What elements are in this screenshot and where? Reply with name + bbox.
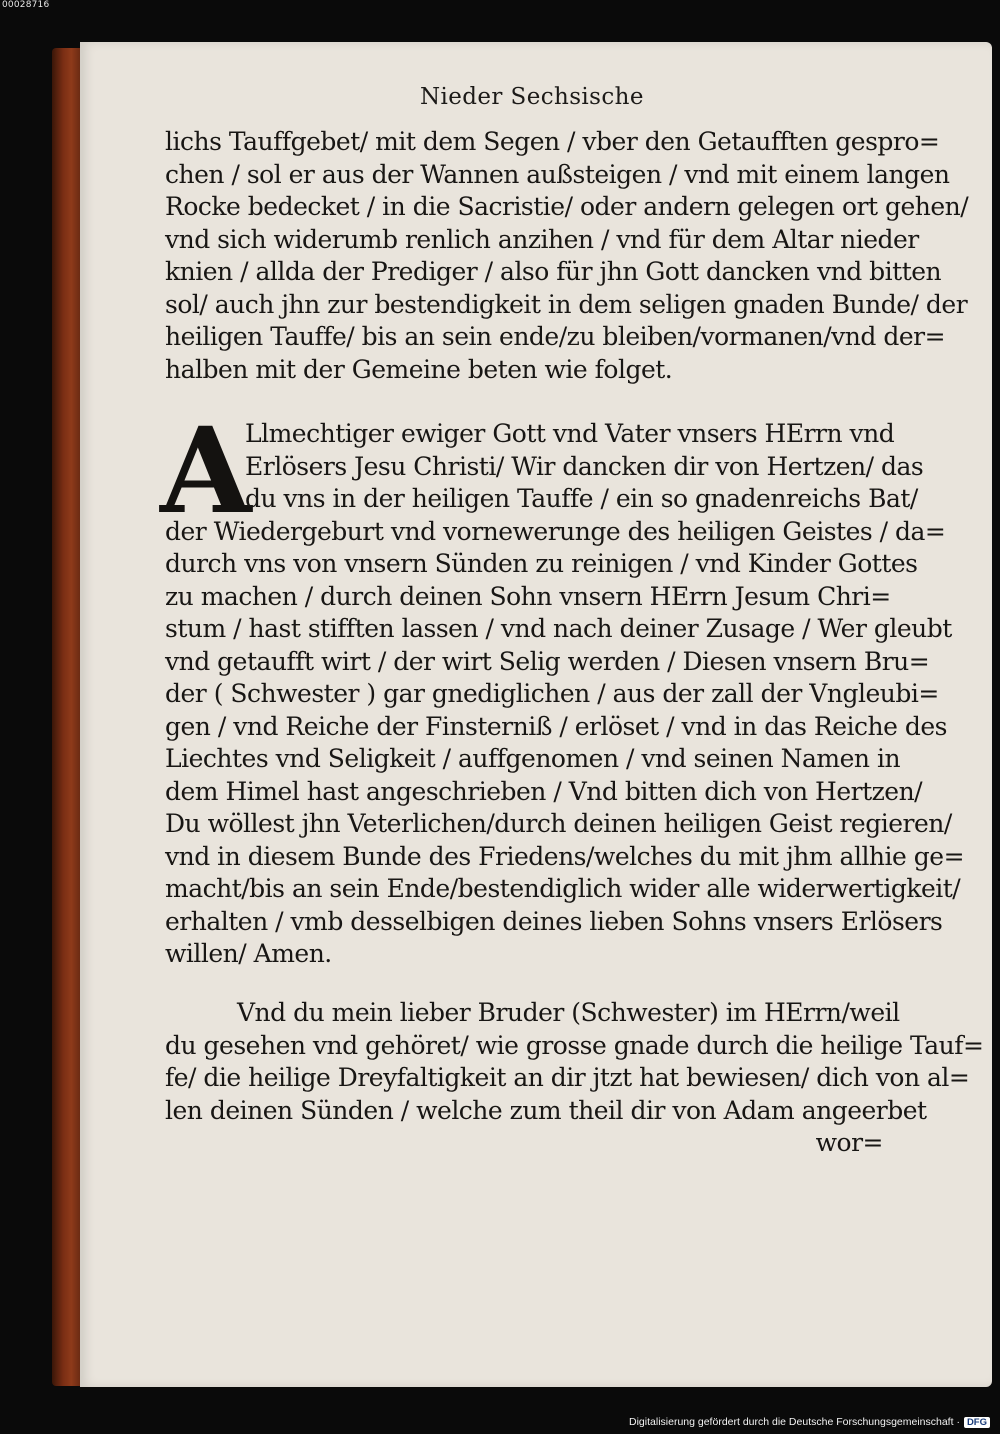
text-line: vnd getaufft wirt / der wirt Selig werden / Diesen vnsern Bru= [165, 646, 930, 676]
text-line: Liechtes vnd Seligkeit / auffgenomen / vnd seinen Namen in [165, 744, 901, 773]
text-line: du gesehen vnd gehöret/ wie grosse gnade durch die heilige Tauf= [165, 1030, 984, 1060]
decorated-initial: A [160, 401, 252, 540]
text-line: du vns in der heiligen Tauffe / ein so gnadenreichs Bat/ [245, 484, 918, 513]
text-line: Rocke bedecket / in die Sacristie/ oder andern gelegen ort gehen/ [165, 192, 969, 221]
text-line: der ( Schwester ) gar gnediglichen / aus der zall der Vngleubi= [165, 679, 939, 708]
text-line: knien / allda der Prediger / also für jhn Gott dancken vnd bitten [165, 257, 942, 286]
catchword: wor= [815, 1128, 883, 1157]
text-line: sol/ auch jhn zur bestendigkeit in dem seligen gnaden Bunde/ der [165, 289, 968, 319]
text-line: vnd sich widerumb renlich anzihen / vnd für dem Altar nieder [165, 224, 919, 254]
text-line: Du wöllest jhn Veterlichen/durch deinen heiligen Geist regieren/ [165, 809, 952, 838]
paragraph-rubric [165, 126, 969, 386]
text-line: erhalten / vmb desselbigen deines lieben Sohns vnsers Erlösers [165, 906, 943, 936]
text-line: Erlösers Jesu Christi/ Wir dancken dir von Hertzen/ das [245, 451, 924, 481]
text-line: vnd in diesem Bunde des Friedens/welches du mit jhm allhie ge= [165, 841, 965, 871]
text-line: halben mit der Gemeine beten wie folget. [165, 354, 673, 384]
paragraph-prayer [165, 418, 965, 971]
scan-id-label: 00028716 [2, 0, 50, 10]
running-header: Nieder Sechsische [420, 84, 644, 110]
text-line: fe/ die heilige Dreyfaltigkeit an dir jtzt hat bewiesen/ dich von al= [165, 1063, 970, 1092]
text-line: der Wiedergeburt vnd vornewerunge des heiligen Geistes / da= [165, 516, 946, 546]
text-line: len deinen Sünden / welche zum theil dir von Adam angeerbet [165, 1095, 927, 1125]
paragraph-address [165, 997, 984, 1160]
funding-credit [629, 1416, 990, 1428]
text-line: gen / vnd Reiche der Finsterniß / erlöset / vnd in das Reiche des [165, 711, 947, 741]
text-line: willen/ Amen. [165, 939, 332, 968]
text-line: stum / hast stifften lassen / vnd nach deiner Zusage / Wer gleubt [165, 614, 952, 643]
text-line: lichs Tauffgebet/ mit dem Segen / vber den Getaufften gespro= [165, 127, 940, 156]
text-line: heiligen Tauffe/ bis an sein ende/zu bleiben/vormanen/vnd der= [165, 322, 946, 351]
text-line: chen / sol er aus der Wannen außsteigen / vnd mit einem langen [165, 159, 950, 189]
text-line: durch vns von vnsern Sünden zu reinigen / vnd Kinder Gottes [165, 549, 918, 578]
text-line: Vnd du mein lieber Bruder (Schwester) im HErrn/weil [237, 998, 900, 1027]
funding-text: Digitalisierung gefördert durch die Deutsche Forschungsgemeinschaft · [629, 1416, 960, 1428]
text-line: dem Himel hast angeschrieben / Vnd bitten dich von Hertzen/ [165, 776, 923, 806]
dfg-logo: DFG [964, 1417, 990, 1428]
text-line: Llmechtiger ewiger Gott vnd Vater vnsers HErrn vnd [245, 419, 895, 448]
text-line: zu machen / durch deinen Sohn vnsern HErrn Jesum Chri= [165, 581, 891, 611]
text-line: macht/bis an sein Ende/bestendiglich wider alle widerwertigkeit/ [165, 874, 961, 903]
